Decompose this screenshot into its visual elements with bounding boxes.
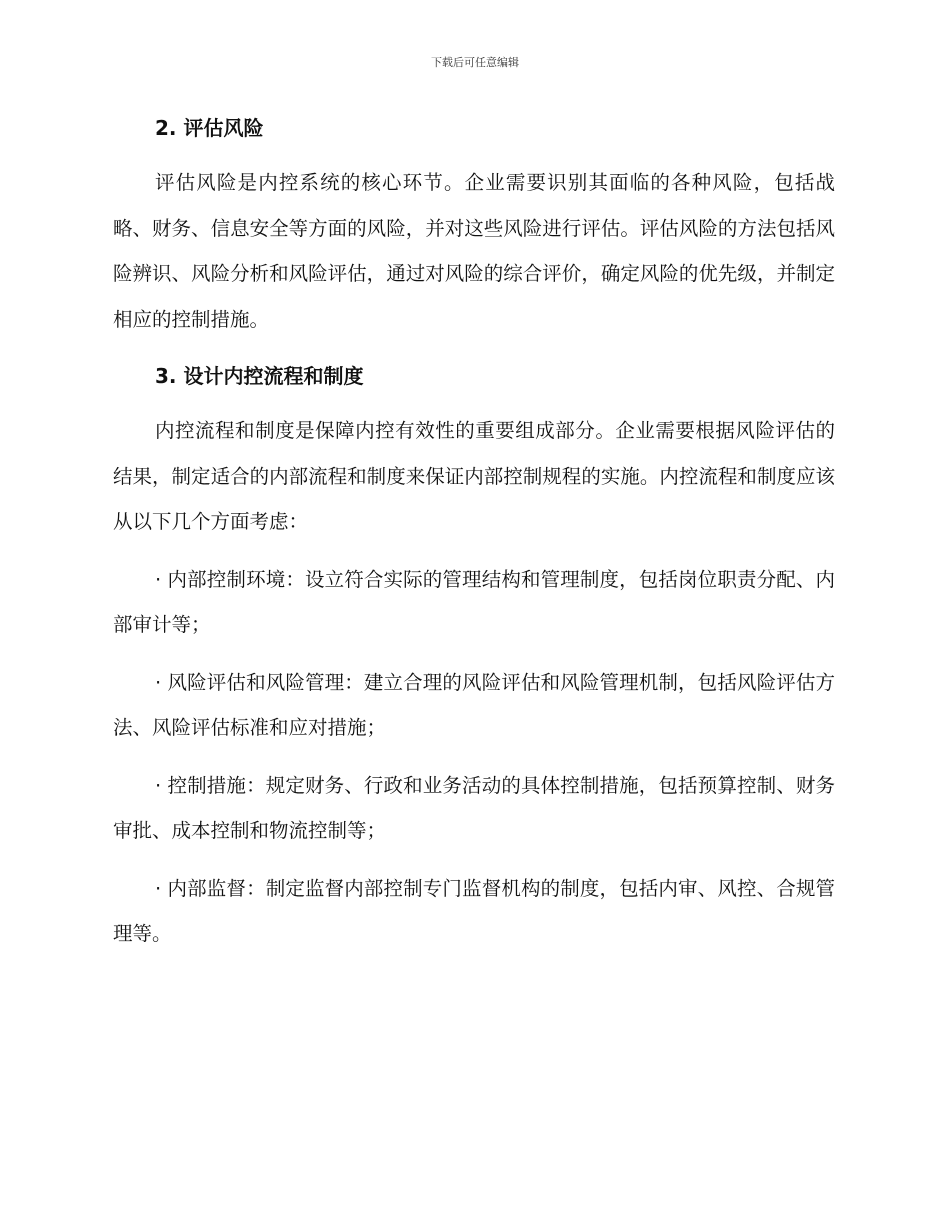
bullet-risk-management: · 风险评估和风险管理：建立合理的风险评估和风险管理机制，包括风险评估方法、风险评估标准和应对措施；: [113, 670, 835, 739]
paragraph-assess-risk: 评估风险是内控系统的核心环节。企业需要识别其面临的各种风险，包括战略、财务、信息安全等方面的风险，并对这些风险进行评估。评估风险的方法包括风险辨识、风险分析和风险评估，通过对风险的综合评价，确定风险的优先级，并制定相应的控制措施。: [113, 171, 835, 331]
page-header: 下载后可任意编辑: [431, 56, 519, 69]
bullet-internal-supervision: · 内部监督：制定监督内部控制专门监督机构的制度，包括内审、风控、合规管理等。: [113, 876, 835, 945]
document-body: [113, 110, 835, 957]
bullet-control-measures: · 控制措施：规定财务、行政和业务活动的具体控制措施，包括预算控制、财务审批、成本控制和物流控制等；: [113, 773, 835, 842]
paragraph-design-controls-intro: 内控流程和制度是保障内控有效性的重要组成部分。企业需要根据风险评估的结果，制定适合的内部流程和制度来保证内部控制规程的实施。内控流程和制度应该从以下几个方面考虑：: [113, 419, 835, 533]
section-heading-assess-risk: 2. 评估风险: [155, 116, 264, 140]
section-heading-design-controls: 3. 设计内控流程和制度: [155, 364, 364, 388]
bullet-control-environment: · 内部控制环境：设立符合实际的管理结构和管理制度，包括岗位职责分配、内部审计等；: [113, 567, 835, 636]
